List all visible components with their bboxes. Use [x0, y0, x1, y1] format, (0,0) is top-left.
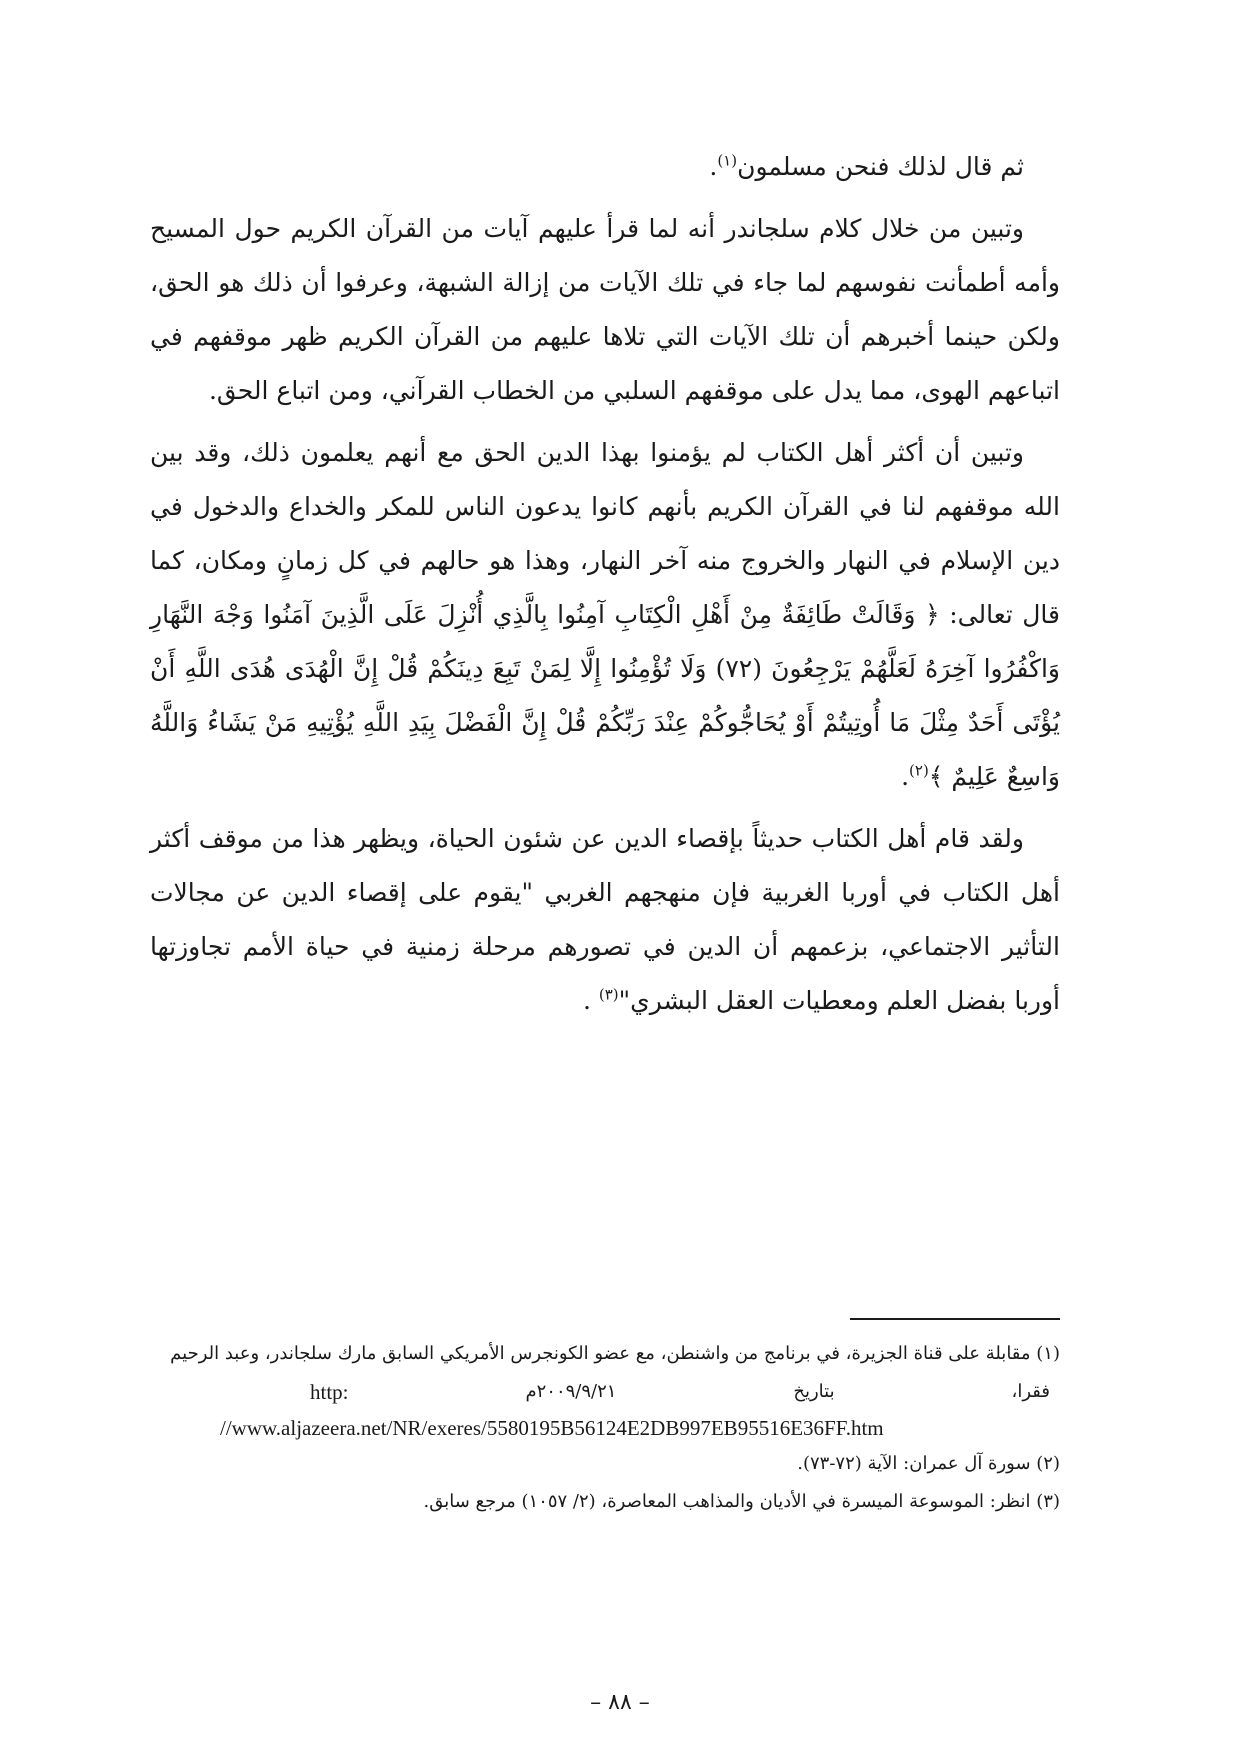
footnote-1-date: ٢٠٠٩/٩/٢١م	[525, 1381, 617, 1402]
quran-close-bracket: ﴾	[928, 762, 944, 791]
footnote-1-line-1: (١) مقابلة على قناة الجزيرة، في برنامج من واشنطن، مع عضو الكونجرس الأمريكي السابق مارك سلجاندر، وعبد الرحيم	[170, 1343, 1060, 1364]
footnote-1-http[interactable]: http:	[310, 1380, 349, 1404]
footnote-ref-2[interactable]: (٢)	[909, 761, 929, 780]
footnote-1-line-2	[150, 1373, 1060, 1411]
footnote-separator	[850, 1318, 1060, 1320]
paragraph-3-intro: وتبين أن أكثر أهل الكتاب لم يؤمنوا بهذا الدين الحق مع أنهم يعلمون ذلك، وقد بين الله موقفهم لنا في القرآن الكريم بأنهم كانوا يدعون الناس للمكر والخداع والدخول في دين الإسلام في النهار والخروج منه آخر النهار، وهذا هو حالهم في كل زمانٍ ومكان، كما قال تعالى: ﴿	[150, 438, 1060, 629]
footnote-3: (٣) انظر: الموسوعة الميسرة في الأديان والمذاهب المعاصرة، (٢/ ١٠٥٧) مرجع سابق.	[423, 1491, 1060, 1512]
page-number: – ٨٨ –	[590, 1690, 650, 1715]
paragraph-1-end: .	[709, 152, 718, 181]
footnote-1-url[interactable]: //www.aljazeera.net/NR/exeres/5580195B56124E2DB997EB95516E36FF.htm	[220, 1416, 884, 1440]
footnote-ref-1[interactable]: (١)	[717, 151, 738, 170]
paragraph-3	[150, 426, 1060, 804]
footnote-1-word-fuqara: فقرا،	[1011, 1381, 1050, 1402]
paragraph-4	[150, 812, 1060, 1028]
footnote-ref-3[interactable]: (٣)	[598, 985, 619, 1004]
paragraph-1-text: ثم قال لذلك فنحن مسلمون	[737, 152, 1024, 181]
footnote-2: (٢) سورة آل عمران: الآية (٧٢-٧٣).	[797, 1453, 1060, 1474]
quran-verse: وَقَالَتْ طَائِفَةٌ مِنْ أَهْلِ الْكِتَابِ آمِنُوا بِالَّذِي أُنْزِلَ عَلَى الَّذِينَ آمَنُوا وَجْهَ النَّهَارِ وَاكْفُرُوا آخِرَهُ لَعَلَّهُمْ يَرْجِعُونَ (٧٢) وَلَا تُؤْمِنُوا إِلَّا لِمَنْ تَبِعَ دِينَكُمْ قُلْ إِنَّ الْهُدَى هُدَى اللَّهِ أَنْ يُؤْتَى أَحَدٌ مِثْلَ مَا أُوتِيتُمْ أَوْ يُحَاجُّوكُمْ عِنْدَ رَبِّكُمْ قُلْ إِنَّ الْفَضْلَ بِيَدِ اللَّهِ يُؤْتِيهِ مَنْ يَشَاءُ وَاللَّهُ وَاسِعٌ عَلِيمٌ	[150, 600, 1060, 791]
footnotes-block	[150, 1335, 1060, 1521]
paragraph-4-end: .	[582, 986, 599, 1015]
paragraph-2: وتبين من خلال كلام سلجاندر أنه لما قرأ عليهم آيات من القرآن الكريم حول المسيح وأمه أطمأنت نفوسهم لما جاء في تلك الآيات من إزالة الشبهة، وعرفوا أن ذلك هو الحق، ولكن حينما أخبرهم أن تلك الآيات التي تلاها عليهم من القرآن الكريم ظهر موقفهم في اتباعهم الهوى، مما يدل على موقفهم السلبي من الخطاب القرآني، ومن اتباع الحق.	[150, 214, 1060, 405]
footnote-1-word-date-label: بتاريخ	[793, 1381, 835, 1402]
paragraph-1	[150, 140, 1060, 194]
paragraph-4-text: ولقد قام أهل الكتاب حديثاً بإقصاء الدين عن شئون الحياة، ويظهر هذا من موقف أكثر أهل الكتاب في أوربا الغربية فإن منهجهم الغربي "يقوم على إقصاء الدين عن مجالات التأثير الاجتماعي، بزعمهم أن الدين في تصورهم مرحلة زمنية في حياة الأمم تجاوزتها أوربا بفضل العلم ومعطيات العقل البشري"	[150, 824, 1060, 1015]
paragraph-3-end: .	[901, 762, 910, 791]
main-text-block	[150, 140, 1060, 1036]
